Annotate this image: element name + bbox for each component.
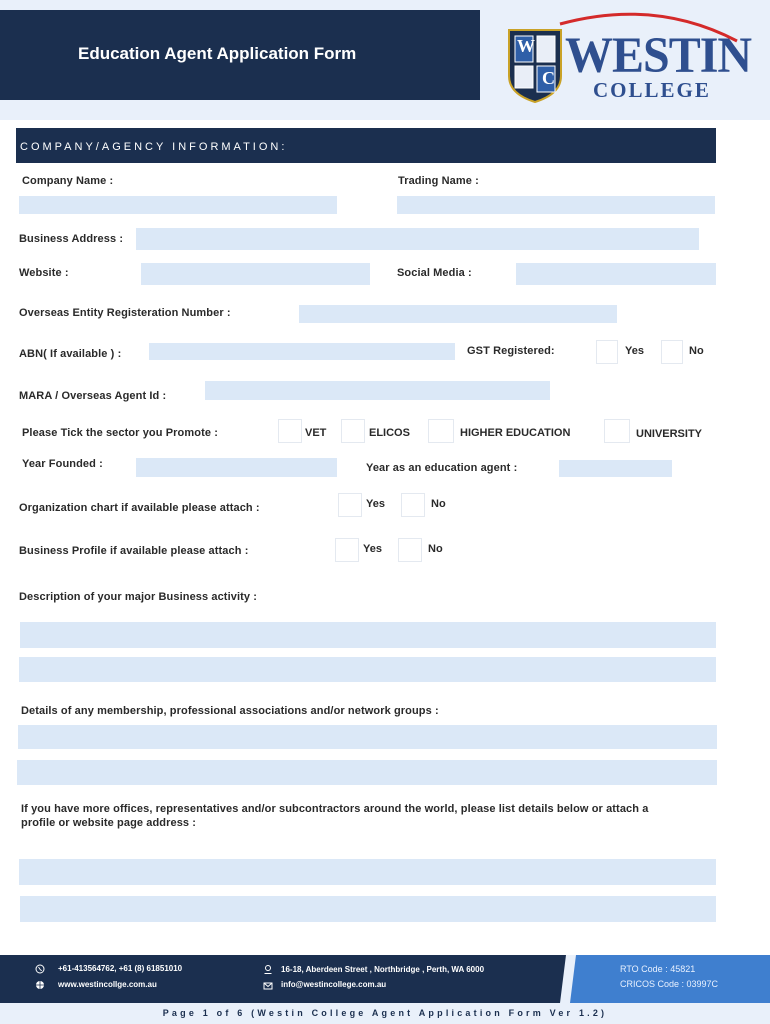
offices-input-line-1[interactable]: [19, 859, 716, 885]
overseas-entity-input[interactable]: [299, 305, 617, 323]
business-profile-no-checkbox[interactable]: [398, 538, 422, 562]
year-founded-input[interactable]: [136, 458, 337, 477]
sector-higher-education-checkbox[interactable]: [428, 419, 454, 443]
trading-name-input[interactable]: [397, 196, 715, 214]
sector-university-label: UNIVERSITY: [636, 428, 703, 440]
org-chart-label: Organization chart if available please attach :: [19, 502, 260, 514]
org-chart-no-checkbox[interactable]: [401, 493, 425, 517]
social-media-label: Social Media :: [397, 267, 472, 279]
business-profile-no-label: No: [428, 543, 443, 555]
gst-yes-checkbox[interactable]: [596, 340, 618, 364]
abn-input[interactable]: [149, 343, 455, 360]
year-agent-input[interactable]: [559, 460, 672, 477]
phone-icon: [35, 964, 45, 974]
cricos-code: CRICOS Code : 03997C: [620, 979, 719, 989]
overseas-entity-label: Overseas Entity Registeration Number :: [19, 307, 231, 319]
footer-phone: +61-413564762, +61 (8) 61851010: [58, 964, 183, 973]
footer-email[interactable]: info@westincollege.com.au: [281, 980, 387, 989]
business-profile-yes-label: Yes: [363, 543, 382, 555]
description-input-line-1[interactable]: [20, 622, 716, 648]
sector-university-checkbox[interactable]: [604, 419, 630, 443]
description-input-line-2[interactable]: [19, 657, 716, 682]
page-number: Page 1 of 6 (Westin College Agent Application Form Ver 1.2): [162, 1008, 608, 1018]
globe-icon: [35, 980, 45, 990]
membership-label: Details of any membership, professional associations and/or network groups :: [21, 705, 439, 717]
year-founded-label: Year Founded :: [22, 458, 103, 470]
org-chart-no-label: No: [431, 498, 446, 510]
offices-input-line-2[interactable]: [20, 896, 716, 922]
section-title: COMPANY/AGENCY INFORMATION:: [20, 141, 288, 153]
mara-input[interactable]: [205, 381, 550, 400]
business-profile-label: Business Profile if available please attach :: [19, 545, 249, 557]
website-label: Website :: [19, 267, 69, 279]
footer-website[interactable]: www.westincollge.com.au: [58, 980, 157, 989]
college-logo: [505, 6, 752, 106]
location-icon: [263, 964, 273, 974]
business-profile-yes-checkbox[interactable]: [335, 538, 359, 562]
sector-higher-education-label: HIGHER EDUCATION: [460, 427, 571, 439]
org-chart-yes-label: Yes: [366, 498, 385, 510]
sector-vet-label: VET: [305, 427, 327, 439]
email-icon: [263, 981, 273, 991]
logo-letter-w: W: [517, 36, 535, 56]
sector-elicos-label: ELICOS: [369, 427, 410, 439]
mara-label: MARA / Overseas Agent Id :: [19, 390, 167, 402]
company-name-label: Company Name :: [22, 175, 114, 187]
business-address-input[interactable]: [136, 228, 699, 250]
offices-label-line-1: If you have more offices, representatives and/or subcontractors around the world, please list details below or attach a: [21, 803, 649, 815]
gst-yes-label: Yes: [625, 345, 644, 357]
year-agent-label: Year as an education agent :: [366, 462, 518, 474]
form-title: Education Agent Application Form: [78, 44, 357, 63]
offices-label-line-2: profile or website page address :: [21, 817, 197, 829]
gst-no-checkbox[interactable]: [661, 340, 683, 364]
logo-wordmark: WESTIN: [565, 27, 752, 84]
description-label: Description of your major Business activity :: [19, 591, 258, 603]
membership-input-line-2[interactable]: [17, 760, 717, 785]
logo-subtitle: COLLEGE: [593, 78, 711, 102]
gst-label: GST Registered:: [467, 345, 555, 357]
membership-input-line-1[interactable]: [18, 725, 717, 749]
sector-label: Please Tick the sector you Promote :: [22, 427, 218, 439]
social-media-input[interactable]: [516, 263, 716, 285]
logo-letter-c: C: [542, 68, 555, 88]
gst-no-label: No: [689, 345, 704, 357]
sector-vet-checkbox[interactable]: [278, 419, 302, 443]
business-address-label: Business Address :: [19, 233, 124, 245]
website-input[interactable]: [141, 263, 370, 285]
org-chart-yes-checkbox[interactable]: [338, 493, 362, 517]
company-name-input[interactable]: [19, 196, 337, 214]
footer-divider-shape: [556, 955, 586, 1003]
rto-code: RTO Code : 45821: [620, 964, 696, 974]
footer-address: 16-18, Aberdeen Street , Northbridge , Perth, WA 6000: [281, 965, 485, 974]
abn-label: ABN( If available ) :: [19, 348, 122, 360]
sector-elicos-checkbox[interactable]: [341, 419, 365, 443]
trading-name-label: Trading Name :: [398, 175, 479, 187]
